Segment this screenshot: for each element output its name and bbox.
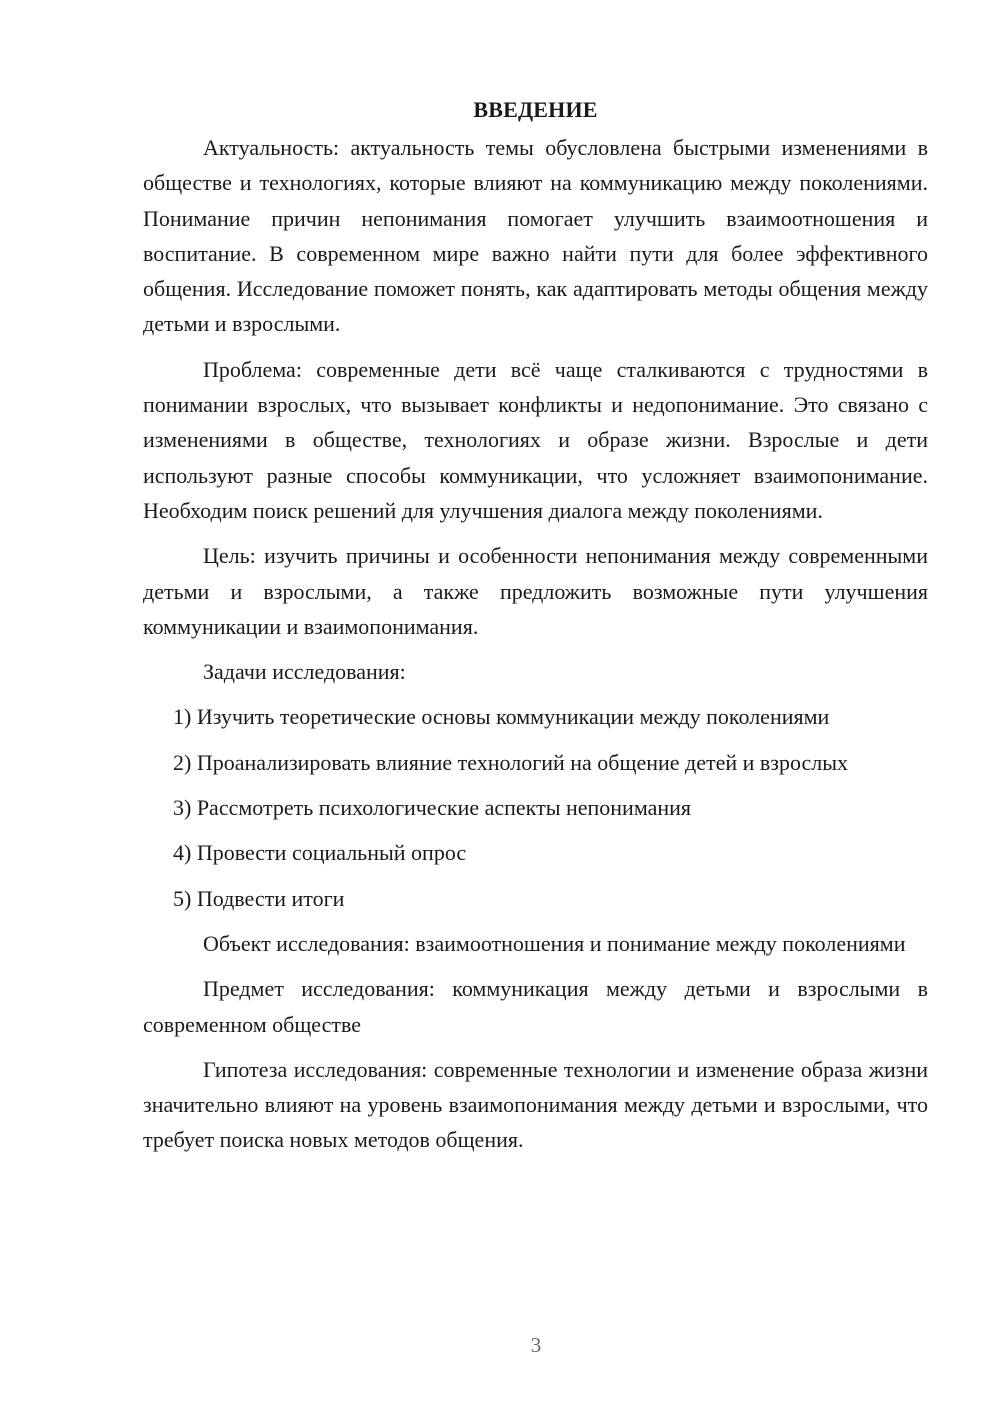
- problem-paragraph: Проблема: современные дети всё чаще сталкиваются с трудностями в понимании взрослых, что вызывает конфликты и недопонимание. Это связано с изменениями в обществе, технологиях и образе жизни. Взрослые и дети используют разные способы коммуникации, что усложняет взаимопонимание. Необходим поиск решений для улучшения диалога между поколениями.: [143, 356, 928, 523]
- tasks-heading: Задачи исследования:: [203, 659, 406, 685]
- goal-paragraph: Цель: изучить причины и особенности непонимания между современными детьми и взрослыми, а также предложить возможные пути улучшения коммуникации и взаимопонимания.: [143, 543, 928, 639]
- task-item-5: 5) Подвести итоги: [173, 885, 345, 911]
- relevance-paragraph: Актуальность: актуальность темы обусловлена быстрыми изменениями в обществе и технологиях, которые влияют на коммуникацию между поколениями. Понимание причин непонимания помогает улучшить взаимоотношения и воспитание. В современном мире важно найти пути для более эффективного общения. Исследование поможет понять, как адаптировать методы общения между детьми и взрослыми.: [143, 135, 928, 337]
- section-title: ВВЕДЕНИЕ: [473, 97, 598, 122]
- tasks-list: [143, 699, 928, 915]
- hypothesis-paragraph: Гипотеза исследования: современные технологии и изменение образа жизни значительно влияют на уровень взаимопонимания между детьми и взрослыми, что требует поиска новых методов общения.: [143, 1056, 928, 1153]
- task-item-3: 3) Рассмотреть психологические аспекты непонимания: [173, 795, 692, 821]
- object-paragraph: Объект исследования: взаимоотношения и понимание между поколениями: [203, 930, 906, 956]
- subject-paragraph: Предмет исследования: коммуникация между детьми и взрослыми в современном обществе: [143, 976, 928, 1037]
- task-item-1: 1) Изучить теоретические основы коммуникации между поколениями: [173, 704, 830, 730]
- task-item-2: 2) Проанализировать влияние технологий на общение детей и взрослых: [173, 749, 849, 775]
- page-number: 3: [530, 1333, 542, 1357]
- task-item-4: 4) Провести социальный опрос: [173, 840, 467, 866]
- document-page: [143, 92, 928, 1168]
